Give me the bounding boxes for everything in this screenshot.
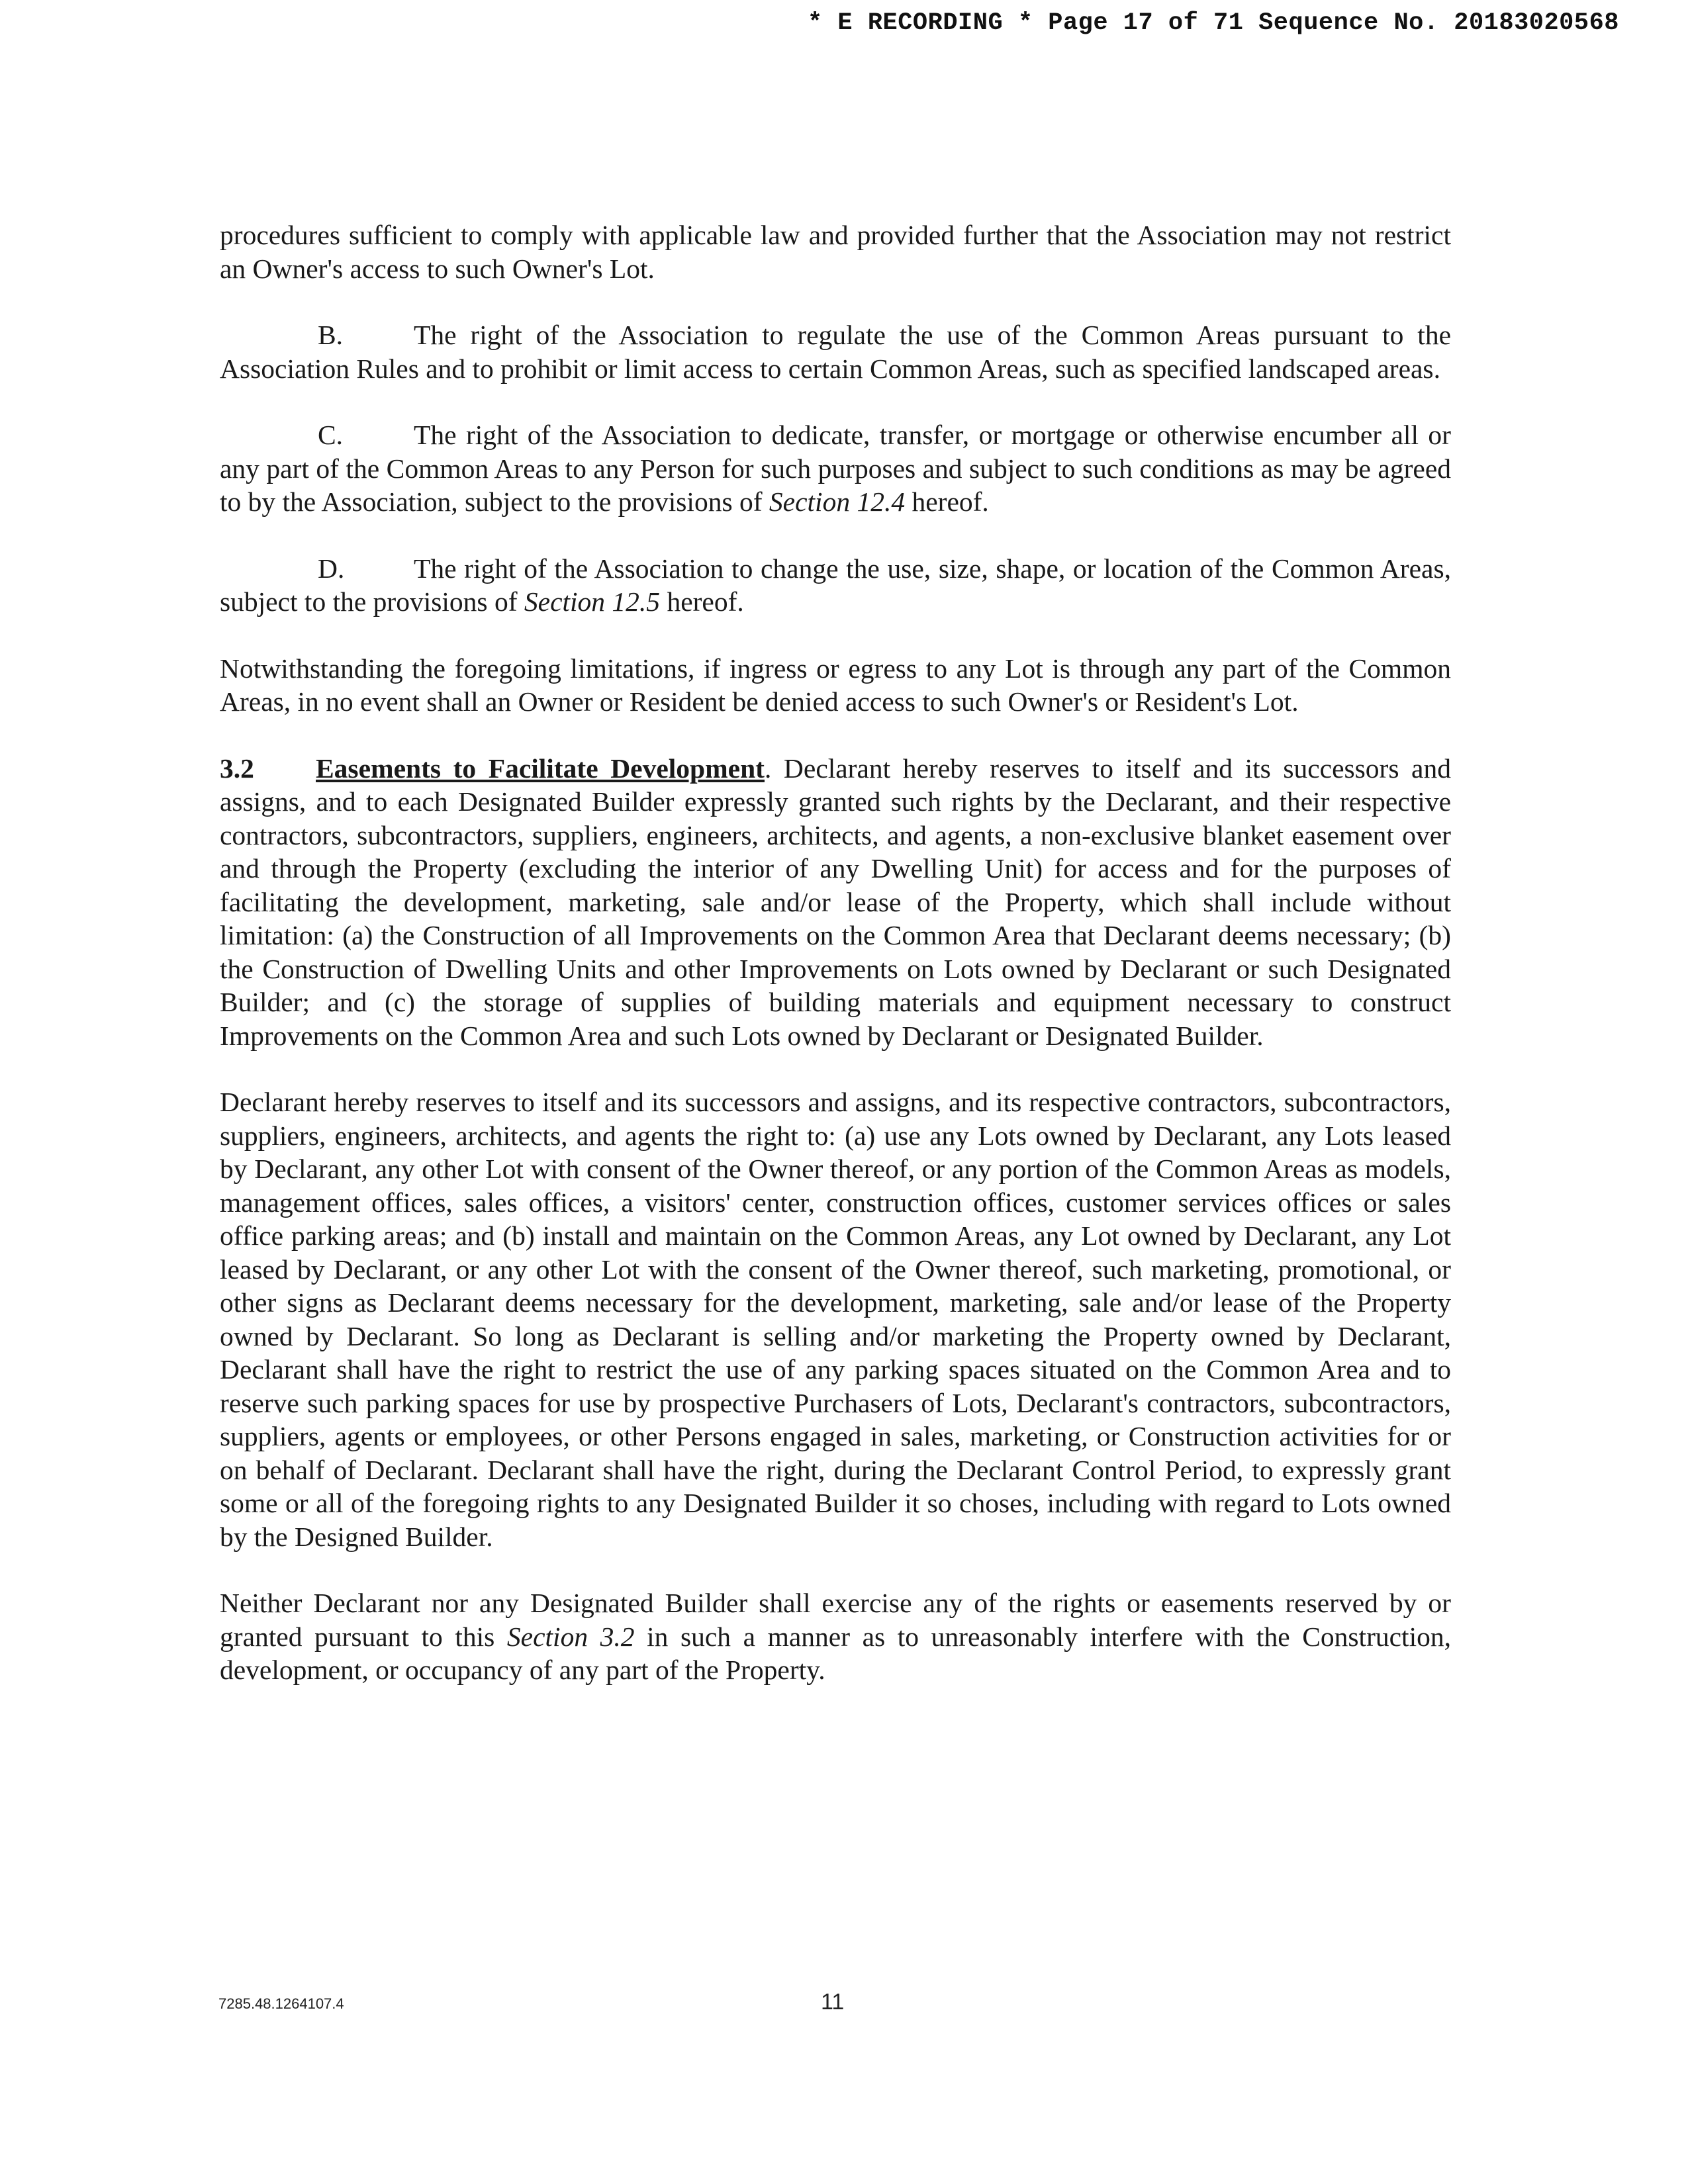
neither-text: Neither Declarant nor any Designated Builder shall exercise any of the rights or easements reserved by or granted pursuant to this: [220, 1588, 1451, 1652]
item-d-paragraph: [220, 552, 1451, 619]
item-c-paragraph: [220, 418, 1451, 519]
section-3-2-text: . Declarant hereby reserves to itself and its successors and assigns, and to each Designated Builder expressly granted such rights by the Declarant, and their respective contractors, subcontractors, suppliers, engineers, architects, and agents, a non-exclusive blanket easement over and through the Property (excluding the interior of any Dwelling Unit) for access and for the purposes of facilitating the development, marketing, sale and/or lease of the Property, which shall include without limitation: (a) the Construction of all Improvements on the Common Area that Declarant deems necessary; (b) the Construction of Dwelling Units and other Improvements on Lots owned by Declarant or such Designated Builder; and (c) the storage of supplies of building materials and equipment necessary to construct Improvements on the Common Area and such Lots owned by Declarant or Designated Builder.: [220, 752, 1451, 1051]
page-number: 11: [821, 1989, 845, 2015]
item-c-text: The right of the Association to dedicate, transfer, or mortgage or otherwise encumber all or any part of the Common Areas to any Person for such purposes and subject to such conditions as may be agreed to by the Association, subject to the provisions of: [220, 420, 1451, 517]
document-body: [220, 218, 1451, 1687]
section-12-5-reference: Section 12.5: [524, 586, 661, 617]
section-12-4-reference: Section 12.4: [769, 486, 906, 517]
item-d-letter: D.: [318, 553, 345, 584]
section-3-2-title: Easements to Facilitate Development: [316, 752, 765, 784]
item-b-letter: B.: [318, 320, 344, 350]
item-d-text: The right of the Association to change the use, size, shape, or location of the Common Areas, subject to the provisions of: [220, 553, 1451, 617]
declarant-reserves-paragraph: Declarant hereby reserves to itself and its successors and assigns, and its respective contractors, subcontractors, suppliers, engineers, architects, and agents the right to: (a) use any Lots owned by Declarant, any Lots leased by Declarant, any other Lot with consent of the Owner thereof, or any portion of the Common Areas as models, management offices, sales offices, a visitors' center, construction offices, customer services offices or sales office parking areas; and (b) install and maintain on the Common Areas, any Lot owned by Declarant, any Lot leased by Declarant, or any other Lot with the consent of the Owner thereof, such marketing, promotional, or other signs as Declarant deems necessary for the development, marketing, sale and/or lease of the Property owned by Declarant. So long as Declarant is selling and/or marketing the Property owned by Declarant, Declarant shall have the right to restrict the use of any parking spaces situated on the Common Area and to reserve such parking spaces for use by prospective Purchasers of Lots, Declarant's contractors, subcontractors, suppliers, agents or employees, or other Persons engaged in sales, marketing, or Construction activities for or on behalf of Declarant. Declarant shall have the right, during the Declarant Control Period, to expressly grant some or all of the foregoing rights to any Designated Builder it so choses, including with regard to Lots owned by the Designed Builder.: [220, 1087, 1451, 1552]
neither-text-end: in such a manner as to unreasonably interfere with the Construction, development, or occupancy of any part of the Property.: [220, 1621, 1451, 1685]
section-3-2-paragraph: [220, 752, 1451, 1053]
notwithstanding-paragraph: Notwithstanding the foregoing limitations, if ingress or egress to any Lot is through any part of the Common Areas, in no event shall an Owner or Resident be denied access to such Owner's or Resident's Lot.: [220, 653, 1451, 717]
item-c-text-end: hereof.: [905, 486, 989, 517]
item-c-letter: C.: [318, 420, 344, 450]
item-b-text: The right of the Association to regulate the use of the Common Areas pursuant to the Association Rules and to prohibit or limit access to certain Common Areas, such as specified landscaped areas.: [220, 320, 1451, 384]
section-3-2-reference: Section 3.2: [506, 1621, 635, 1652]
recording-stamp-header: * E RECORDING * Page 17 of 71 Sequence No. 20183020568: [808, 9, 1619, 37]
document-id-footer: 7285.48.1264107.4: [218, 1995, 344, 2012]
section-3-2-number: 3.2: [220, 752, 254, 784]
continuation-paragraph: procedures sufficient to comply with applicable law and provided further that the Association may not restrict an Owner's access to such Owner's Lot.: [220, 220, 1451, 284]
item-b-paragraph: [220, 318, 1451, 385]
item-d-text-end: hereof.: [660, 586, 744, 617]
neither-declarant-paragraph: [220, 1586, 1451, 1687]
